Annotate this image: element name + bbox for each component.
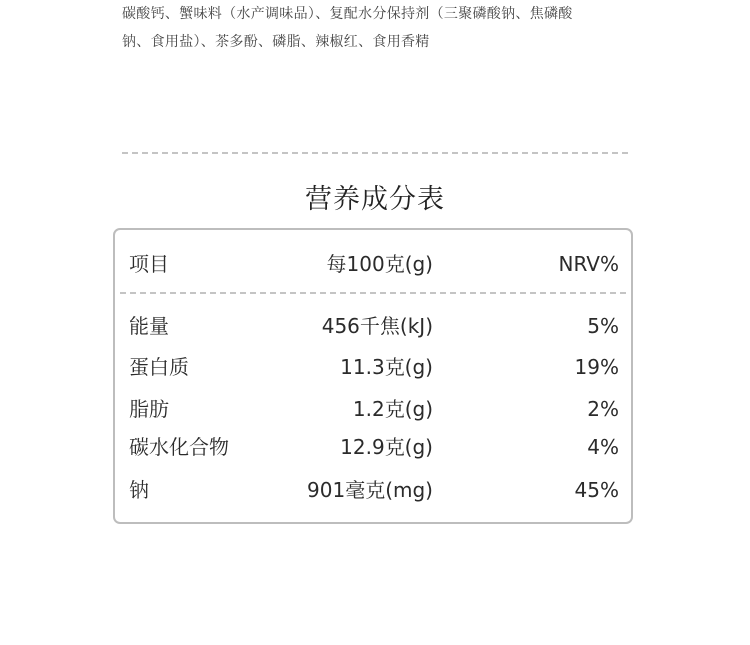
row-nrv: 5% [587,314,619,338]
ingredients-text [122,0,652,56]
row-amount: 11.3克(g) [340,355,433,379]
row-name: 能量 [129,314,169,338]
table-row [115,475,631,505]
header-item: 项目 [129,252,169,276]
header-divider [120,292,626,294]
table-row [115,394,631,424]
row-name: 钠 [129,478,149,502]
header-per100: 每100克(g) [326,252,433,276]
section-divider [122,152,628,154]
row-amount: 456千焦(kJ) [321,314,433,338]
table-row [115,432,631,462]
row-nrv: 4% [587,435,619,459]
row-nrv: 19% [574,355,619,379]
table-header-row [115,249,631,279]
row-amount: 1.2克(g) [352,397,433,421]
nutrition-table-title: 营养成分表 [305,184,445,215]
row-nrv: 45% [574,478,619,502]
row-nrv: 2% [587,397,619,421]
table-row [115,311,631,341]
table-row [115,352,631,382]
row-name: 碳水化合物 [129,435,229,459]
row-name: 脂肪 [129,397,169,421]
ingredients-line-2: 钠、食用盐）、茶多酚、磷脂、辣椒红、食用香精 [122,34,430,50]
row-name: 蛋白质 [129,355,189,379]
ingredients-line-1: 碳酸钙、蟹味料（水产调味品）、复配水分保持剂（三聚磷酸钠、焦磷酸 [122,6,573,22]
row-amount: 12.9克(g) [340,435,433,459]
nutrition-table [113,228,633,524]
row-amount: 901毫克(mg) [307,478,433,502]
header-nrv: NRV% [558,252,619,276]
